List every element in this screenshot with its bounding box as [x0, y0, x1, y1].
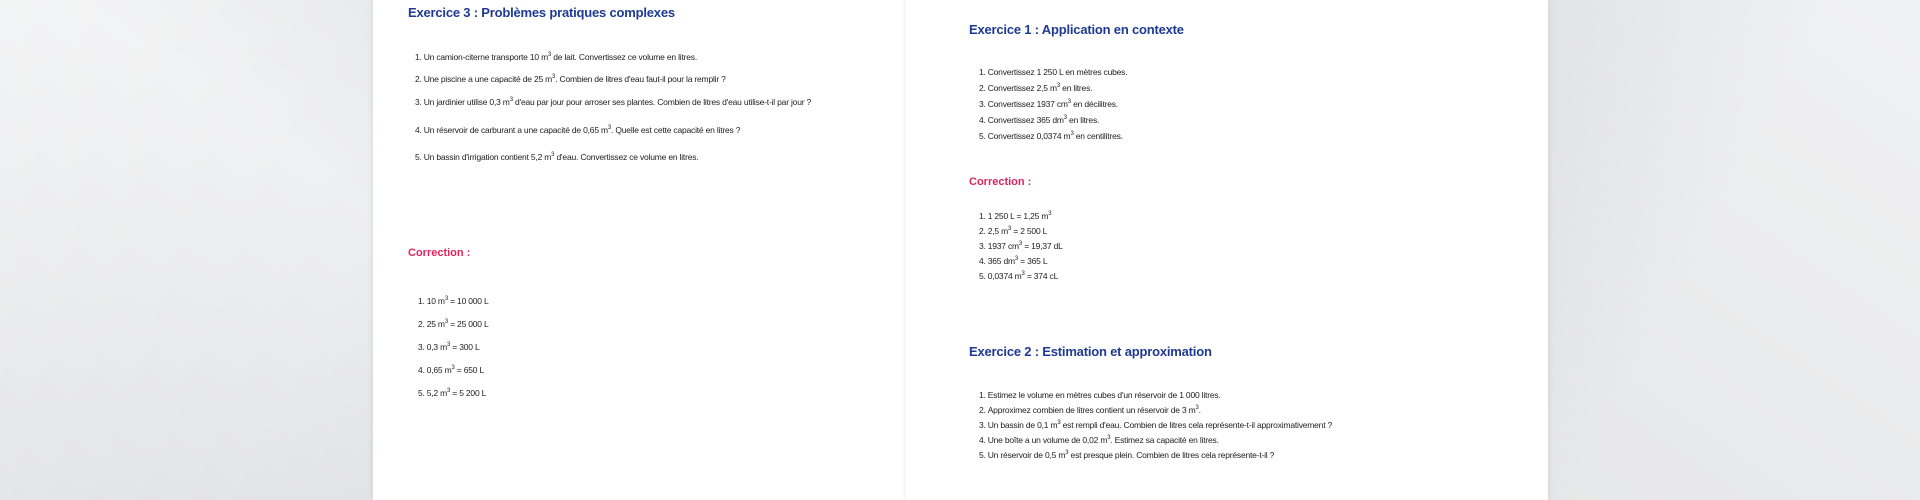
list-item: 4. Un réservoir de carburant a une capacité de 0,65 $m^3$. Quelle est cette capacité en litres ?: [415, 125, 741, 135]
exercise-3-problem-list: [415, 52, 833, 163]
list-item: 1. Un camion-citerne transporte 10 $m^3$ de lait. Convertissez ce volume en litres.: [415, 52, 697, 62]
list-item: 2. 2,5 $m^3 = 2$ 500 L: [979, 226, 1048, 236]
exercise-3-answer-list: [418, 296, 489, 399]
document-page-left: [373, 0, 906, 500]
list-item: 1. Estimez le volume en mètres cubes d'un réservoir de 1 000 litres.: [979, 390, 1221, 400]
exercise-1-problem-list: [979, 64, 1127, 144]
document-page-right: [906, 0, 1548, 500]
exercise-1-title: Exercice 1 : Application en contexte: [969, 22, 1184, 37]
exercise-2-problem-list: [979, 388, 1521, 463]
list-item: 2. Une piscine a une capacité de 25 $m^3$. Combien de litres d'eau faut-il pour la remplir ?: [415, 74, 726, 84]
list-item: 5. 5,2 $m^3 = 5$ 200 L: [418, 388, 487, 398]
list-item: 3. 0,3 $m^3 = 300$ L: [418, 342, 480, 352]
list-item: 1. 10 $m^3 = 10$ 000 L: [418, 296, 489, 306]
list-item: 4. 365 $dm^3 = 365$ L: [979, 256, 1048, 266]
list-item: 3. 1937 $cm^3 = 19,37$ dL: [979, 241, 1063, 251]
list-item: 3. Convertissez 1937 $cm^3$ en décilitres.: [979, 99, 1119, 109]
exercise-2-title: Exercice 2 : Estimation et approximation: [969, 344, 1212, 359]
list-item: 1. 1 250 L = 1,25 $m^3$: [979, 211, 1052, 221]
list-item: 5. 0,0374 $m^3 = 374$ cL: [979, 271, 1059, 281]
list-item: 5. Un réservoir de 0,5 $m^3$ est presque plein. Combien de litres cela représente-t-il ?: [979, 450, 1275, 460]
list-item: 4. 0,65 $m^3 = 650$ L: [418, 365, 484, 375]
exercise-3-title: Exercice 3 : Problèmes pratiques complexes: [408, 5, 675, 20]
list-item: 1. Convertissez 1 250 L en mètres cubes.: [979, 67, 1128, 77]
exercise-1-answer-list: [979, 209, 1063, 284]
list-item: 4. Convertissez 365 $dm^3$ en litres.: [979, 115, 1100, 125]
list-item: 3. Un bassin de 0,1 $m^3$ est rempli d'eau. Combien de litres cela représente-t-il approximativement ?: [979, 420, 1333, 430]
list-item: 2. Convertissez 2,5 $m^3$ en litres.: [979, 83, 1093, 93]
list-item: 5. Convertissez 0,0374 $m^3$ en centilitres.: [979, 131, 1123, 141]
exercise-1-correction-heading: Correction :: [969, 176, 1032, 188]
list-item: 3. Un jardinier utilise 0,3 $m^3$ d'eau par jour pour arroser ses plantes. Combien de litres d'eau utilise-t-il par jour ?: [415, 97, 812, 107]
list-item: 4. Une boîte a un volume de 0,02 $m^3$. Estimez sa capacité en litres.: [979, 435, 1219, 445]
list-item: 2. 25 $m^3 = 25$ 000 L: [418, 319, 489, 329]
list-item: 5. Un bassin d'irrigation contient 5,2 $m^3$ d'eau. Convertissez ce volume en litres.: [415, 152, 699, 162]
exercise-3-correction-heading: Correction :: [408, 247, 471, 259]
list-item: 2. Approximez combien de litres contient un réservoir de 3 $m^3$.: [979, 405, 1201, 415]
